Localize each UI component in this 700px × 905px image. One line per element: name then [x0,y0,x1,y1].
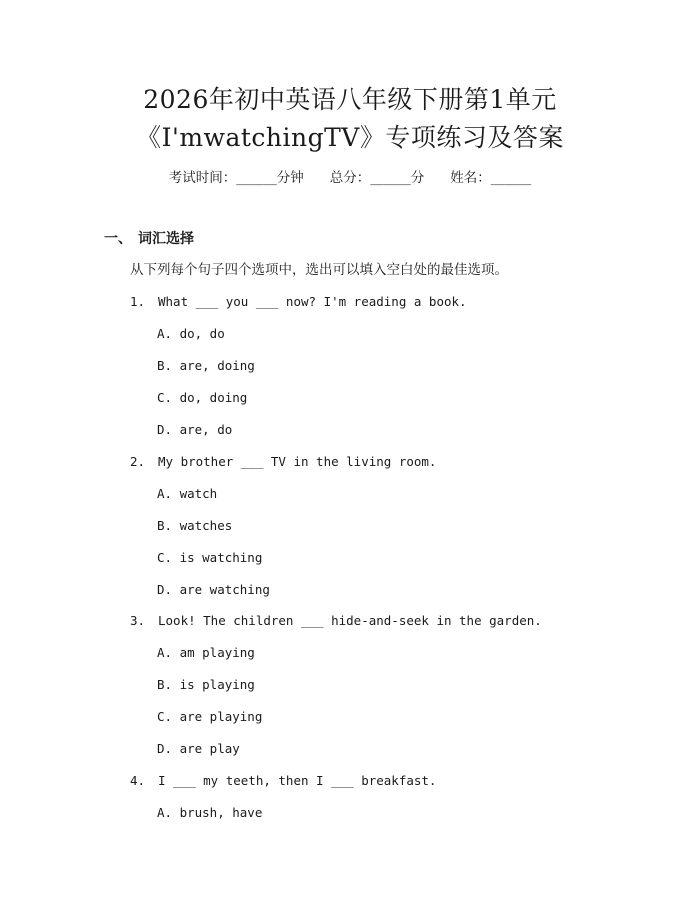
question-text: I ___ my teeth, then I ___ breakfast. [158,773,437,788]
option-2b: B. watches [157,518,233,533]
question-text: Look! The children ___ hide-and-seek in the garden. [158,613,542,628]
question-number: 2. [130,454,146,469]
total-score-label: 总分：______分 [329,170,425,186]
question-number: 4. [130,773,146,788]
option-1a: A. do, do [157,326,225,341]
option-1d: D. are, do [157,422,233,437]
option-1b: B. are, doing [157,358,255,373]
question-text: What ___ you ___ now? I'm reading a book. [158,294,467,309]
student-name-label: 姓名：______ [450,170,532,186]
question-2 [130,452,436,472]
exam-time-label: 考试时间：______分钟 [168,170,304,186]
question-number: 3. [130,613,146,628]
option-2c: C. is watching [157,550,263,565]
question-4 [130,771,436,791]
option-4a: A. brush, have [157,805,263,820]
section-title: 词汇选择 [138,231,194,247]
section-instruction: 从下列每个句子四个选项中，选出可以填入空白处的最佳选项。 [130,262,508,278]
option-3d: D. are play [157,741,240,756]
option-3c: C. are playing [157,709,263,724]
exam-info-row [0,168,700,188]
section-heading [104,229,194,249]
option-2d: D. are watching [157,582,270,597]
option-2a: A. watch [157,486,218,501]
question-3 [130,611,542,631]
question-1 [130,292,467,312]
document-title-line2: 《I'mwatchingTV》专项练习及答案 [136,123,564,152]
option-3a: A. am playing [157,645,255,660]
section-number: 一、 [104,231,132,247]
question-number: 1. [130,294,146,309]
option-1c: C. do, doing [157,390,248,405]
question-text: My brother ___ TV in the living room. [158,454,437,469]
document-title-line1: 2026年初中英语八年级下册第1单元 [143,85,557,114]
option-3b: B. is playing [157,677,255,692]
